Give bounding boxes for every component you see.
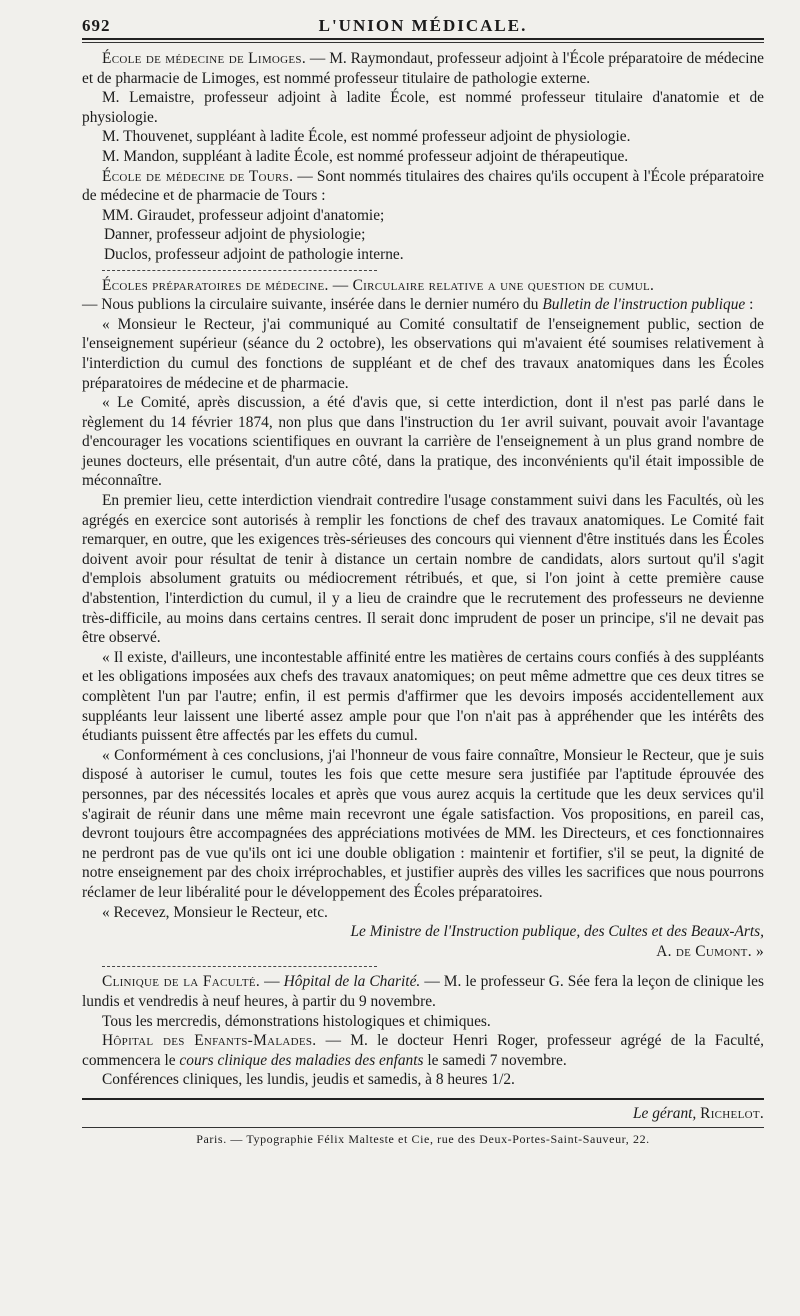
- journal-title: L'UNION MÉDICALE.: [318, 16, 528, 35]
- tours-list-item: Danner, professeur adjoint de physiologie;: [104, 226, 366, 244]
- running-header: [82, 10, 764, 40]
- clinique-paragraph-1: Clinique de la Faculté. — Hôpital de la Charité. — M. le professeur G. Sée fera la leçon de clinique les lundis et vendredis à neuf heures, à partir du 9 novembre.: [82, 973, 764, 1010]
- minister-title: Le Ministre de l'Instruction publique, des Cultes et des Beaux-Arts,: [350, 923, 764, 941]
- tours-heading: École de médecine de Tours.: [102, 167, 294, 185]
- clinique-hospital: Hôpital de la Charité.: [283, 973, 421, 991]
- page-number: 692: [82, 16, 111, 35]
- gerant-name: Richelot.: [700, 1104, 764, 1122]
- hopital-paragraph-1: Hôpital des Enfants-Malades. — M. le docteur Henri Roger, professeur agrégé de la Faculté, commencera le cours clinique des maladies des enfants le samedi 7 novembre.: [82, 1032, 765, 1069]
- circular-paragraph: « Conformément à ces conclusions, j'ai l'honneur de vous faire connaître, Monsieur le Recteur, que je suis disposé à autoriser le cumul, toutes les fois que cette mesure sera justifiée par l'aptitude éprouvée des personnes, par des nécessités locales et après que vous aurez acquis la certitude que les deux services qu'il s'agirait de réunir dans une même main recevront une égale satisfaction. Vos propositions, en pareil cas, devront toujours être accompagnées des appréciations motivées de MM. les Directeurs, et ces fonctionnaires ne perdront pas de vue qu'ils ont ici une double obligation : maintenir et fortifier, s'il se peut, la dignité de notre enseignement par des choix irréprochables, et justifier auprès des villes les sacrifices que nous pourrons réclamer de leur libéralité pour le développement des Écoles préparatoires.: [82, 746, 764, 901]
- header-rule: [82, 42, 764, 43]
- ecoles-intro: — Nous publions la circulaire suivante, insérée dans le dernier numéro du Bulletin de l'instruction publique :: [82, 296, 754, 314]
- bulletin-title: Bulletin de l'instruction publique: [542, 296, 746, 314]
- gerant-line: Le gérant, Richelot.: [633, 1104, 764, 1122]
- footer-rule: [82, 1098, 764, 1100]
- minister-name: A. de Cumont. »: [656, 942, 764, 960]
- circular-closing: « Recevez, Monsieur le Recteur, etc.: [102, 903, 328, 921]
- circular-paragraph: « Il existe, d'ailleurs, une incontestable affinité entre les matières de certains cours confiés à des suppléants et les obligations imposées aux chefs des travaux anatomiques; on peut même admettre que ces deux titres se complètent l'un par l'autre; enfin, il est permis d'affirmer que les devoirs imposés accidentellement aux suppléants leur laissent une liberté assez ample pour que l'on n'ait pas à appréhender que les intérêts des étudiants puissent être affectés par les effets du cumul.: [82, 648, 764, 745]
- limoges-paragraph-3: M. Thouvenet, suppléant à ladite École, est nommé professeur adjoint de physiologie.: [102, 128, 631, 146]
- limoges-heading: École de médecine de Limoges.: [102, 50, 306, 67]
- clinique-heading: Clinique de la Faculté.: [102, 973, 261, 991]
- article-body: [82, 49, 764, 1090]
- printer-imprint: Paris. — Typographie Félix Malteste et Cie, rue des Deux-Portes-Saint-Sauveur, 22.: [196, 1131, 650, 1146]
- tours-paragraph-1: École de médecine de Tours. — Sont nommés titulaires des chaires qu'ils occupent à l'École préparatoire de médecine et de pharmacie de Tours :: [82, 167, 764, 205]
- circular-paragraph: « Monsieur le Recteur, j'ai communiqué au Comité consultatif de l'enseignement public, section de l'enseignement supérieur (séance du 2 octobre), les observations qui m'avaient été soumises relativement à l'interdiction du cumul des fonctions de suppléant et de chef des travaux anatomiques dans les Écoles préparatoires de médecine et de pharmacie.: [82, 315, 764, 392]
- course-title: cours clinique des maladies des enfants: [179, 1051, 424, 1069]
- limoges-paragraph-4: M. Mandon, suppléant à ladite École, est nommé professeur adjoint de thérapeutique.: [102, 147, 629, 165]
- hopital-heading: Hôpital des Enfants-Malades.: [102, 1032, 317, 1050]
- limoges-paragraph-2: M. Lemaistre, professeur adjoint à ladite École, est nommé professeur titulaire d'anatomie et de physiologie.: [82, 89, 764, 126]
- imprint-rule: [82, 1127, 764, 1128]
- circular-paragraph: « Le Comité, après discussion, a été d'avis que, si cette interdiction, dont il n'est pas parlé dans le règlement du 14 février 1874, non plus que dans l'instruction du 1er avril suivant, pouvait avoir l'avantage d'encourager les vocations scientifiques en ouvrant la carrière de l'enseignement à un plus grand nombre de jeunes docteurs, elle présentait, d'un autre côté, dans la pratique, des inconvénients qu'il était impossible de méconnaître.: [82, 394, 764, 490]
- tours-list-item: Duclos, professeur adjoint de pathologie interne.: [104, 245, 404, 263]
- hopital-paragraph-2: Conférences cliniques, les lundis, jeudis et samedis, à 8 heures 1/2.: [102, 1071, 515, 1089]
- circular-paragraph: En premier lieu, cette interdiction viendrait contredire l'usage constamment suivi dans les Facultés, où les agrégés en exercice sont autorisés à remplir les fonctions de chef des travaux anatomiques. Le Comité fait remarquer, en outre, que les exigences très-sérieuses des concours qui viennent d'être institués dans les Écoles doivent avoir pour résultat de tenir à distance un certain nombre de candidats, alors surtout qu'il s'agit d'emplois absolument gratuits ou médiocrement rétribués, et que, si l'on joint à cette première cause d'abstention, l'interdiction du cumul, il y a lieu de craindre que le recrutement des professeurs ne devienne très-difficile, au moins dans certains centres. Il serait donc imprudent de poser un principe, s'il ne devait pas être observé.: [82, 492, 764, 647]
- section-separator: [102, 270, 377, 271]
- section-separator: [102, 966, 377, 967]
- ecoles-heading: Écoles préparatoires de médecine. — Circulaire relative a une question de cumul.: [102, 276, 655, 294]
- tours-list-item: MM. Giraudet, professeur adjoint d'anatomie;: [102, 206, 385, 224]
- limoges-paragraph-1: École de médecine de Limoges. — M. Raymondaut, professeur adjoint à l'École préparatoire de médecine et de pharmacie de Limoges, est nommé professeur titulaire de pathologie externe.: [82, 50, 765, 87]
- clinique-paragraph-2: Tous les mercredis, démonstrations histologiques et chimiques.: [102, 1012, 491, 1030]
